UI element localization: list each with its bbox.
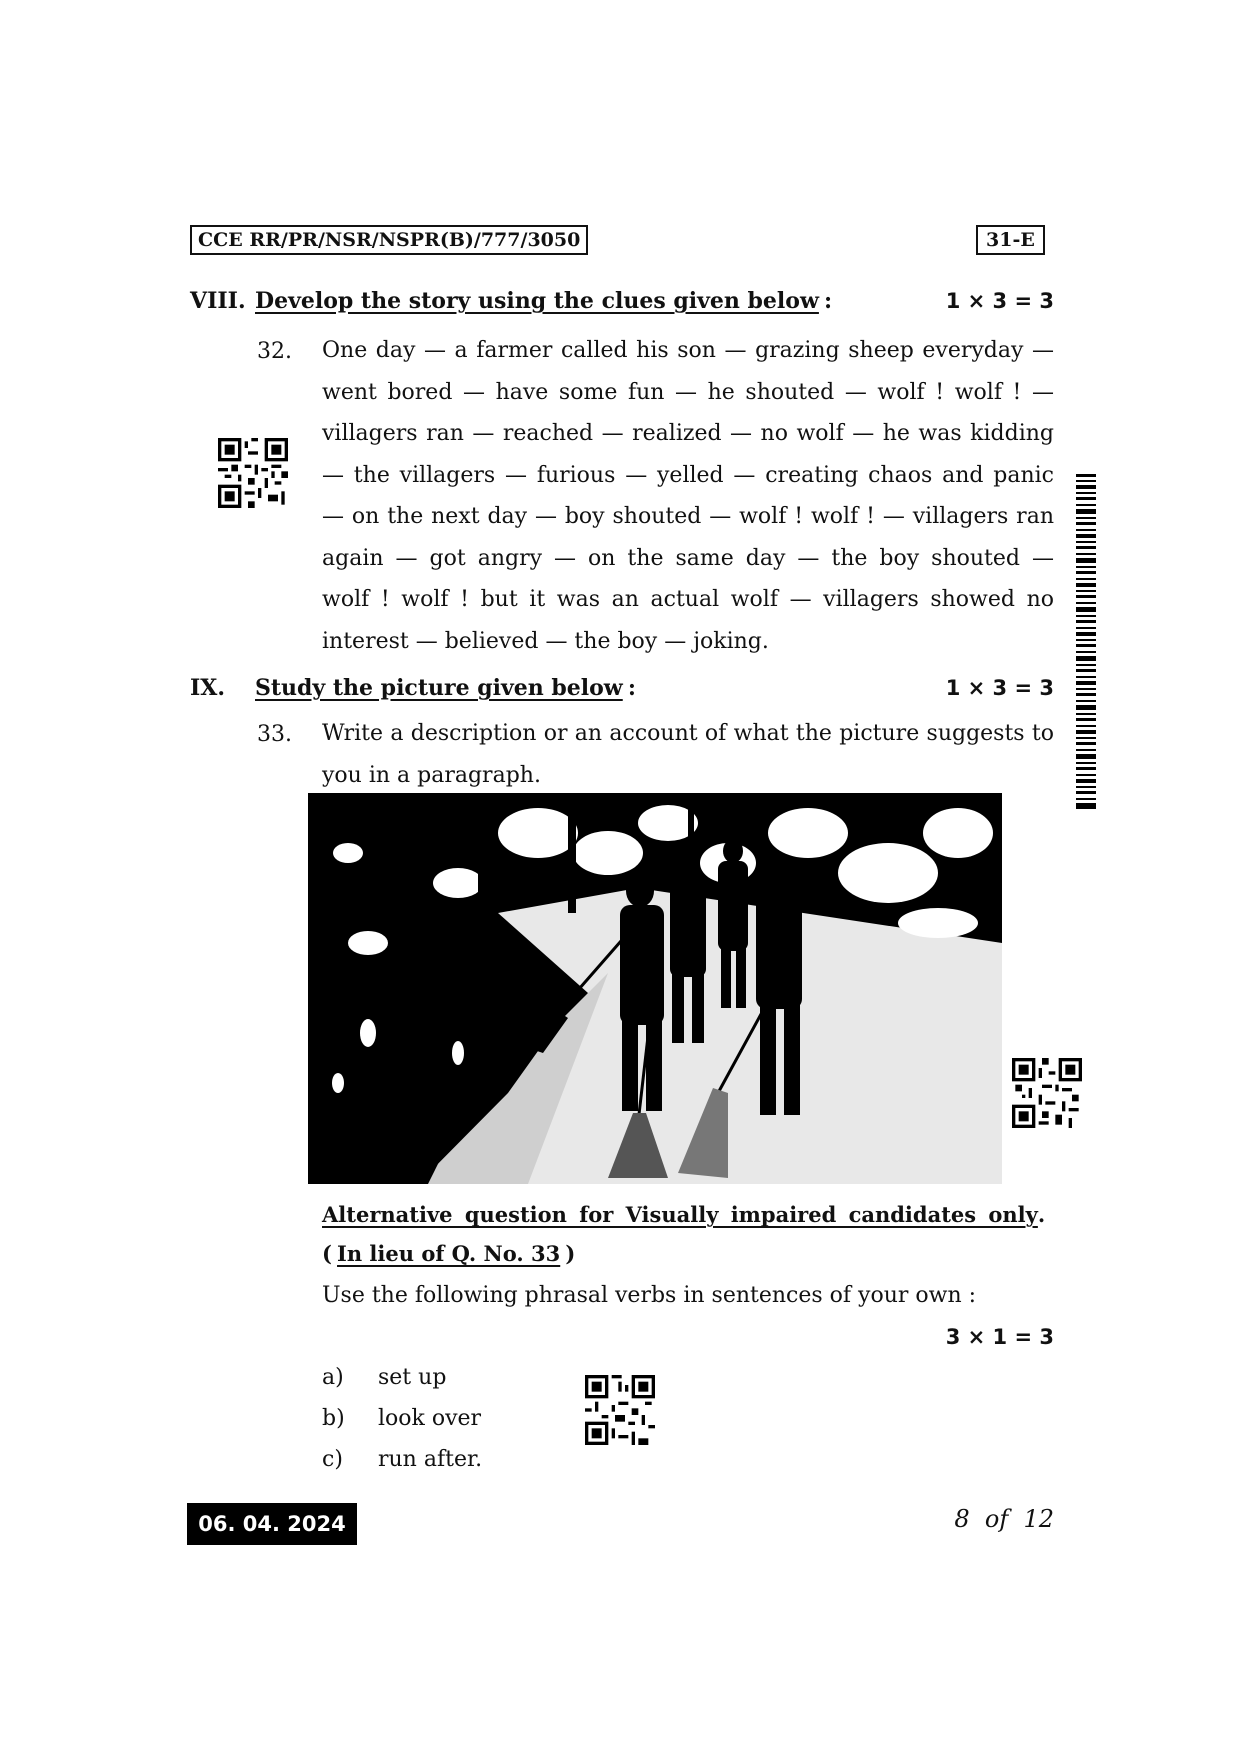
in-lieu-text: In lieu of Q. No. 33 — [337, 1241, 561, 1266]
question-line: Write a description or an account of what the picture suggests to — [322, 721, 1054, 746]
option-letter: b) — [322, 1406, 345, 1431]
story-clue-line: interest — believed — the boy — joking. — [322, 628, 769, 654]
section-8-number: VIII. — [190, 288, 246, 314]
alternative-heading-period: . — [1037, 1202, 1046, 1227]
section-9-title: Study the picture given below — [255, 675, 623, 701]
section-9-marks: 1 × 3 = 3 — [945, 676, 1054, 700]
story-clue-line: wolf ! wolf ! but it was an actual wolf — villagers showed no — [322, 587, 1054, 612]
qr-code-icon — [218, 438, 288, 508]
option-text: look over — [378, 1406, 482, 1431]
list-item — [322, 1447, 482, 1488]
qr-code-icon — [1012, 1058, 1082, 1128]
qr-code-icon — [585, 1375, 655, 1445]
exam-date: 06. 04. 2024 — [187, 1503, 357, 1545]
story-clue-line: — the villagers — furious — yelled — creating chaos and panic — [322, 462, 1054, 488]
page-number: 8 of 12 — [954, 1505, 1054, 1533]
in-lieu-note — [322, 1241, 575, 1266]
story-clue-line: went bored — have some fun — he shouted — wolf ! wolf ! — — [322, 379, 1054, 405]
section-9-heading — [255, 675, 636, 701]
question-33-text — [322, 713, 1054, 796]
question-line: you in a paragraph. — [322, 762, 541, 788]
in-lieu-open: ( — [322, 1241, 332, 1266]
paper-code: CCE RR/PR/NSR/NSPR(B)/777/3050 — [190, 225, 588, 255]
in-lieu-close: ) — [565, 1241, 576, 1266]
story-clue-line: again — got angry — on the same day — the boy shouted — — [322, 545, 1054, 571]
section-8-title: Develop the story using the clues given below — [255, 288, 819, 314]
option-list — [322, 1365, 482, 1488]
alternative-heading — [322, 1202, 1054, 1227]
set-code: 31-E — [976, 225, 1045, 255]
section-9-number: IX. — [190, 675, 226, 701]
story-clue-line: — on the next day — boy shouted — wolf ! wolf ! — villagers ran — [322, 504, 1054, 529]
story-clue-line: villagers ran — reached — realized — no wolf — he was kidding — [322, 421, 1054, 446]
option-letter: c) — [322, 1447, 343, 1472]
alternative-heading-text: Alternative question for Visually impaired candidates only — [322, 1202, 1038, 1227]
question-32-number: 32. — [257, 339, 292, 364]
story-clue-line: One day — a farmer called his son — grazing sheep everyday — — [322, 338, 1054, 363]
section-8-heading — [255, 288, 832, 314]
option-text: set up — [378, 1365, 447, 1390]
street-cleaning-photo — [308, 793, 1002, 1184]
option-letter: a) — [322, 1365, 344, 1390]
section-8-colon: : — [824, 288, 833, 314]
alternative-instruction: Use the following phrasal verbs in sentences of your own : — [322, 1283, 977, 1308]
option-text: run after. — [378, 1447, 483, 1472]
question-32-text — [322, 330, 1054, 662]
list-item — [322, 1365, 482, 1406]
list-item — [322, 1406, 482, 1447]
alternative-marks: 3 × 1 = 3 — [945, 1325, 1054, 1349]
question-33-number: 33. — [257, 722, 292, 747]
barcode-icon — [1076, 474, 1096, 809]
section-9-colon: : — [627, 675, 636, 701]
section-8-marks: 1 × 3 = 3 — [945, 289, 1054, 313]
